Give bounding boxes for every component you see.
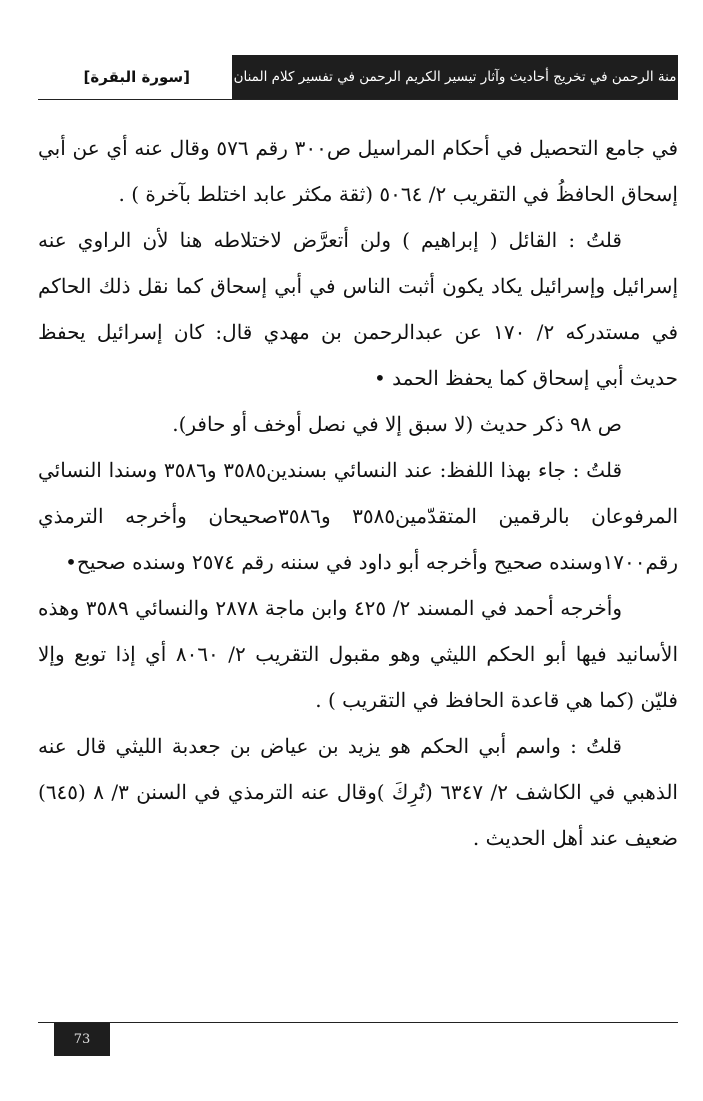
paragraph: ص ٩٨ ذكر حديث (لا سبق إلا في نصل أوخف أو حافر). (172, 412, 622, 436)
paragraph: قلتُ : واسم أبي الحكم هو يزيد بن عياض بن جعدبة الليثي قال عنه الذهبي في الكاشف ٢/ ٦٣٤٧ (تُرِكَ )وقال عنه الترمذي في السنن ٣/ ٨ (٦٤٥) ضعيف عند أهل الحديث . (38, 734, 678, 850)
paragraph: في جامع التحصيل في أحكام المراسيل ص٣٠٠ رقم ٥٧٦ وقال عنه أي عن أبي إسحاق الحافظُ في التقريب ٢/ ٥٠٦٤ (ثقة مكثر عابد اختلط بآخرة ) . (38, 136, 679, 206)
footer-divider (38, 1022, 678, 1023)
book-title: منة الرحمن في تخريج أحاديث وآثار تيسير الكريم الرحمن في تفسير كلام المنان (233, 69, 677, 85)
book-title-bar (232, 55, 678, 99)
page-body (38, 125, 678, 861)
surah-label: [سورة البقرة] (83, 68, 190, 86)
paragraph: قلتُ : جاء بهذا اللفظ: عند النسائي بسندين٣٥٨٥ و٣٥٨٦ وسندا النسائي المرفوعان بالرقمين المتقدّمين٣٥٨٥ و٣٥٨٦صحيحان وأخرجه الترمذي رقم١٧٠٠وسنده صحيح وأخرجه أبو داود في سننه رقم ٢٥٧٤ وسنده صحيح• (38, 458, 679, 574)
header-divider (38, 99, 678, 100)
page-number: 73 (54, 1023, 110, 1056)
paragraph: قلتُ : القائل ( إبراهيم ) ولن أتعرَّض لاختلاطه هنا لأن الراوي عنه إسرائيل وإسرائيل يكاد يكون أثبت الناس في أبي إسحاق كما نقل ذلك الحاكم في مستدركه ٢/ ١٧٠ عن عبدالرحمن بن مهدي قال: كان إسرائيل يحفظ حديث أبي إسحاق كما يحفظ الحمد • (38, 228, 678, 390)
paragraph: وأخرجه أحمد في المسند ٢/ ٤٢٥ وابن ماجة ٢٨٧٨ والنسائي ٣٥٨٩ وهذه الأسانيد فيها أبو الحكم الليثي وهو مقبول التقريب ٢/ ٨٠٦٠ أي إذا توبع وإلا فليّن (كما هي قاعدة الحافظ في التقريب ) . (38, 596, 679, 712)
